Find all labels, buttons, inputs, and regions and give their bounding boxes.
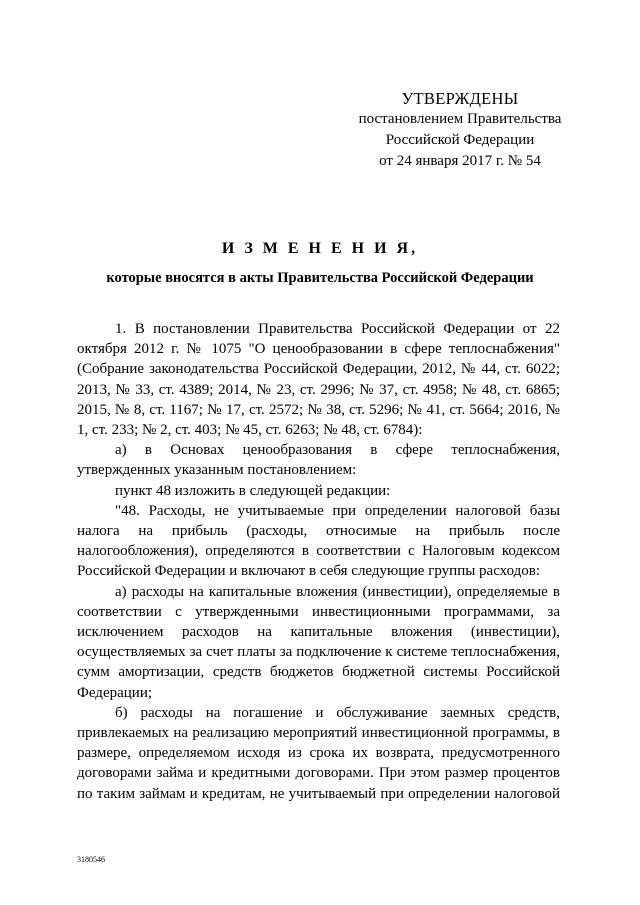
approval-block [330,88,590,172]
paragraph-5: а) расходы на капитальные вложения (инвестиции), определяемые в соответствии с утвержденными инвестиционными программами, за исключением расходов на капитальные вложения (инвестиции), осуществляемых за счет платы за подключение к системе теплоснабжения, сумм амортизации, средств бюджетов бюджетной системы Российской Федерации; [77,583,560,701]
document-code: 3180546 [77,855,105,864]
approval-date-line: от 24 января 2017 г. № 54 [379,153,541,169]
paragraph-6: б) расходы на погашение и обслуживание заемных средств, привлекаемых на реализацию мероприятий инвестиционной программы, в размере, определяемом исходя из срока их возврата, предусмотренного договорами займа и кредитными договорами. При этом размер процентов по таким займам и кредитам, не учитываемый при определении налоговой [77,704,560,802]
approval-line-2: Российской Федерации [385,132,535,148]
document-body [77,319,560,804]
paragraph-2: а) в Основах ценообразования в сфере теплоснабжения, утвержденных указанным постановлением: [77,442,560,479]
paragraph-3: пункт 48 изложить в следующей редакции: [115,482,391,499]
approval-title: УТВЕРЖДЕНЫ [401,89,519,108]
paragraph-4: "48. Расходы, не учитываемые при определении налоговой базы налога на прибыль (расходы, относимые на прибыль после налогообложения), определяются в соответствии с Налоговым кодексом Российской Федерации и включают в себя следующие группы расходов: [77,502,560,580]
approval-line-1: постановлением Правительства [358,111,562,127]
document-title: И З М Е Н Е Н И Я, [221,240,419,257]
document-subtitle: которые вносятся в акты Правительства Российской Федерации [106,270,534,286]
paragraph-1: 1. В постановлении Правительства Российской Федерации от 22 октября 2012 г. № 1075 "О ценообразовании в сфере теплоснабжения" (Собрание законодательства Российской Федерации, 2012, № 44, ст. 6022; 2013, № 33, ст. 4389; 2014, № 23, ст. 2996; № 37, ст. 4958; № 48, ст. 6865; 2015, № 8, ст. 1167; № 17, ст. 2572; № 38, ст. 5296; № 41, ст. 5664; 2016, № 1, ст. 233; № 2, ст. 403; № 45, ст. 6263; № 48, ст. 6784): [77,321,560,439]
document-heading [60,238,580,288]
